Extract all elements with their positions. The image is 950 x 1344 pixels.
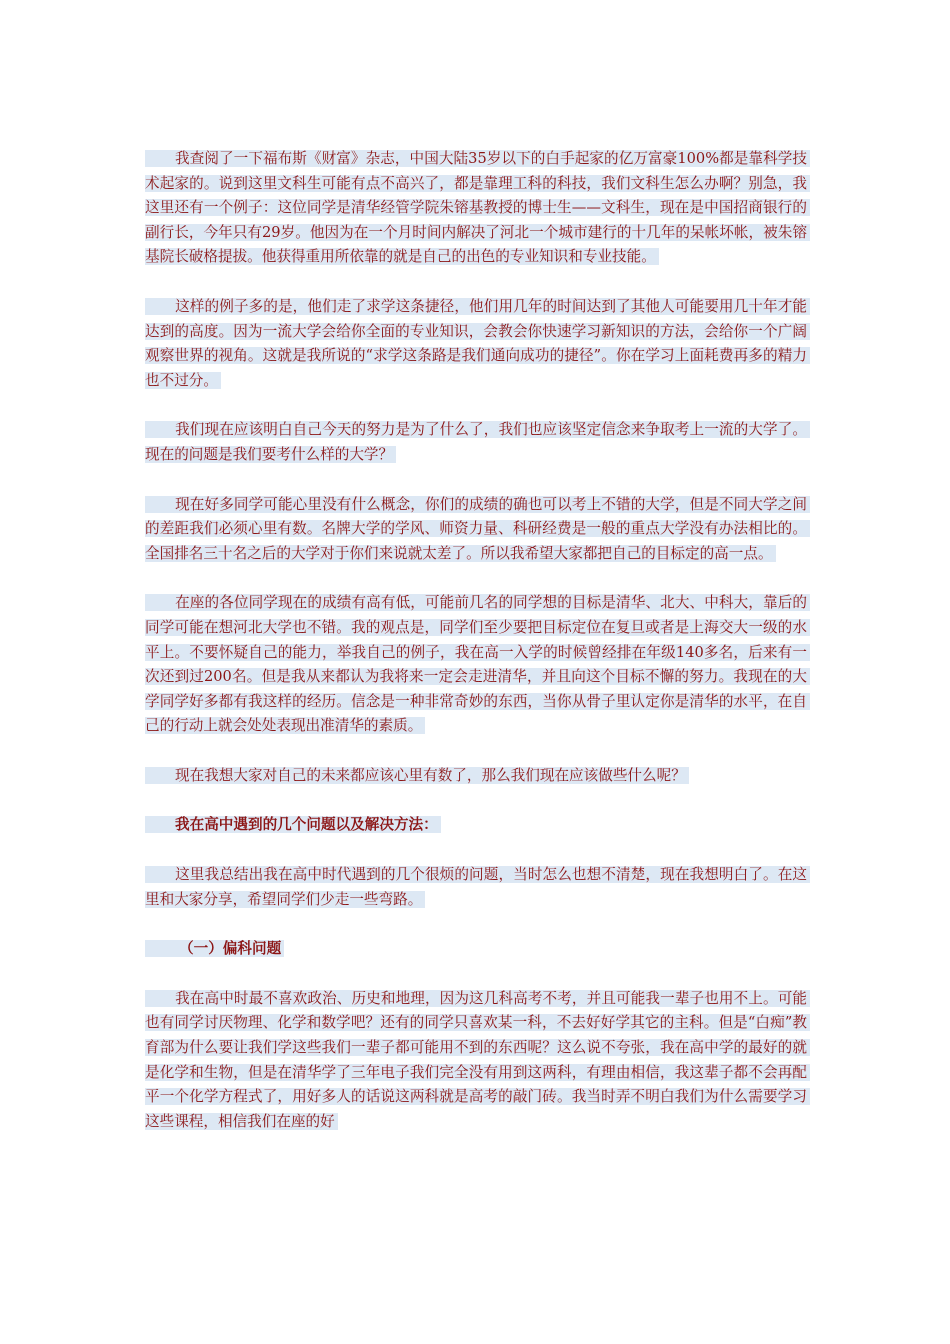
paragraph-subject-bias xyxy=(145,987,810,1135)
paragraph-text: 这里我总结出我在高中时代遇到的几个很烦的问题，当时怎么也想不清楚，现在我想明白了。在这里和大家分享，希望同学们少走一些弯路。 xyxy=(145,866,807,908)
paragraph-forbes-example xyxy=(145,147,810,270)
paragraph-text: 这样的例子多的是，他们走了求学这条捷径，他们用几年的时间达到了其他人可能要用几十年才能达到的高度。因为一流大学会给你全面的专业知识，会教会你快速学习新知识的方法，会给你一个广阔观察世界的视角。这就是我所说的“求学这条路是我们通向成功的捷径”。你在学习上面耗费再多的精力也不过分。 xyxy=(145,297,807,389)
paragraph-text: 我查阅了一下福布斯《财富》杂志，中国大陆35岁以下的白手起家的亿万富豪100%都是靠科学技术起家的。说到这里文科生可能有点不高兴了，都是靠理工科的科技，我们文科生怎么办啊？别急，我这里还有一个例子：这位同学是清华经管学院朱镕基教授的博士生——文科生，现在是中国招商银行的副行长，今年只有29岁。他因为在一个月时间内解决了河北一个城市建行的十几年的呆帐坏帐，被朱镕基院长破格提拔。他获得重用所依靠的就是自己的出色的专业知识和专业技能。 xyxy=(145,150,807,266)
paragraph-set-goals xyxy=(145,591,810,739)
heading-text: 我在高中遇到的几个问题以及解决方法： xyxy=(175,816,438,834)
paragraph-university-gap xyxy=(145,493,810,567)
paragraph-summary xyxy=(145,863,810,912)
paragraph-which-university xyxy=(145,418,810,467)
paragraph-text: 我们现在应该明白自己今天的努力是为了什么了，我们也应该坚定信念来争取考上一流的大学了。现在的问题是我们要考什么样的大学？ xyxy=(145,421,807,463)
section-heading xyxy=(145,813,810,838)
subsection-heading xyxy=(145,937,810,962)
paragraph-text: 现在好多同学可能心里没有什么概念，你们的成绩的确也可以考上不错的大学，但是不同大学之间的差距我们必须心里有数。名牌大学的学风、师资力量、科研经费是一般的重点大学没有办法相比的。全国排名三十名之后的大学对于你们来说就太差了。所以我希望大家都把自己的目标定的高一点。 xyxy=(145,495,807,562)
paragraph-text: 在座的各位同学现在的成绩有高有低，可能前几名的同学想的目标是清华、北大、中科大，靠后的同学可能在想河北大学也不错。我的观点是，同学们至少要把目标定位在复旦或者是上海交大一级的水平上。不要怀疑自己的能力，举我自己的例子，我在高一入学的时候曾经排在年级140多名，后来有一次还到过200名。但是我从来都认为我将来一定会走进清华，并且向这个目标不懈的努力。我现在的大学同学好多都有我这样的经历。信念是一种非常奇妙的东西，当你从骨子里认定你是清华的水平，在自己的行动上就会处处表现出准清华的素质。 xyxy=(145,594,807,735)
document-page xyxy=(145,147,810,1159)
paragraph-what-to-do xyxy=(145,764,810,789)
paragraph-text: 我在高中时最不喜欢政治、历史和地理，因为这几科高考不考，并且可能我一辈子也用不上。可能也有同学讨厌物理、化学和数学吧？还有的同学只喜欢某一科，不去好好学其它的主科。但是“白痴”教育部为什么要让我们学这些我们一辈子都可能用不到的东西呢？这么说不夸张，我在高中学的最好的就是化学和生物，但是在清华学了三年电子我们完全没有用到这两科，有理由相信，我这辈子都不会再配平一个化学方程式了，用好多人的话说这两科就是高考的敲门砖。我当时弄不明白我们为什么需要学习这些课程，相信我们在座的好 xyxy=(145,989,807,1130)
paragraph-text: 现在我想大家对自己的未来都应该心里有数了，那么我们现在应该做些什么呢？ xyxy=(175,766,686,784)
paragraph-shortcut xyxy=(145,295,810,393)
heading-text: （一）偏科问题 xyxy=(179,940,282,958)
